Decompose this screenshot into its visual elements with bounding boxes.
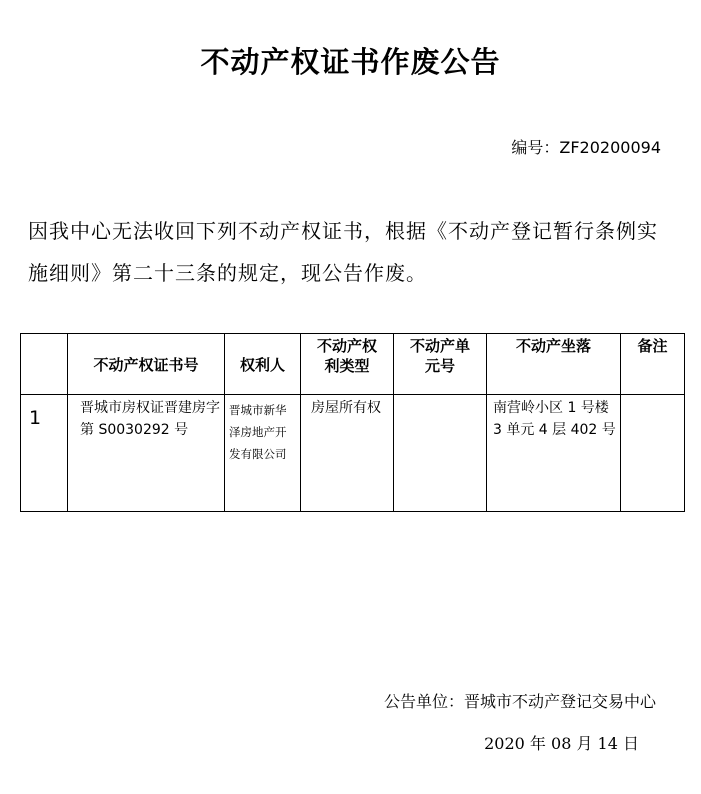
header-remarks: 备注 (621, 334, 685, 395)
row-location: 南营岭小区 1 号楼 3 单元 4 层 402 号 (487, 395, 621, 512)
header-owner: 权利人 (225, 334, 301, 395)
row-remarks (621, 395, 685, 512)
notice-body: 因我中心无法收回下列不动产权证书，根据《不动产登记暂行条例实施细则》第二十三条的规定，现公告作废。 (28, 219, 658, 285)
document-number: 编号：ZF20200094 (511, 138, 661, 157)
header-right-type: 不动产权利类型 (301, 334, 394, 395)
table-header-row (21, 334, 685, 395)
page-title: 不动产权证书作废公告 (200, 45, 501, 79)
issuing-unit: 公告单位：晋城市不动产登记交易中心 (383, 692, 656, 711)
header-location: 不动产坐落 (487, 334, 621, 395)
row-unit-no (394, 395, 487, 512)
header-unit-no: 不动产单元号 (394, 334, 487, 395)
row-index: 1 (21, 395, 68, 512)
row-certificate-no: 晋城市房权证晋建房字第 S0030292 号 (68, 395, 225, 512)
certificate-table (20, 333, 685, 512)
row-right-type: 房屋所有权 (301, 395, 394, 512)
issue-date: 2020 年 08 月 14 日 (484, 734, 639, 753)
header-certificate-no: 不动产权证书号 (68, 334, 225, 395)
row-owner: 晋城市新华泽房地产开发有限公司 (225, 395, 301, 512)
header-index (21, 334, 68, 395)
table-row (21, 395, 685, 512)
